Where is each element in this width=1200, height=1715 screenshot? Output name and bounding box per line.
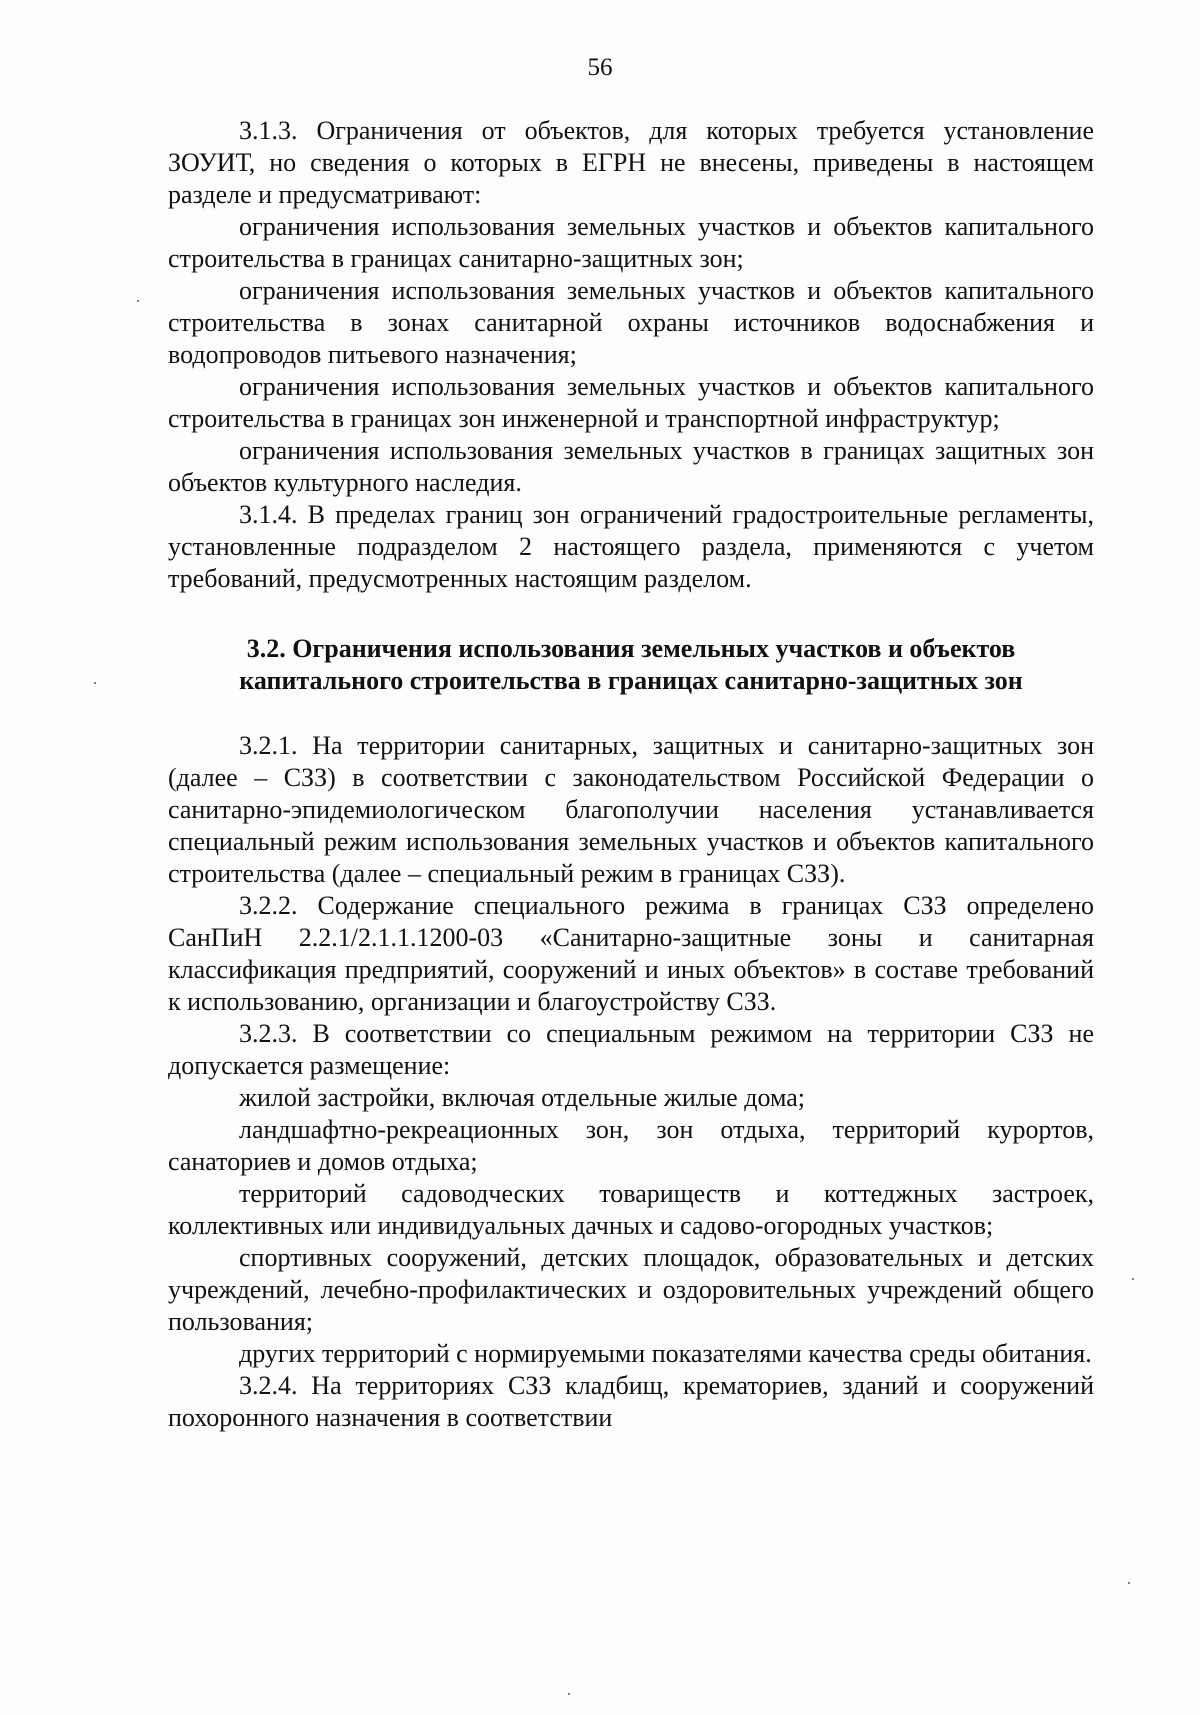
paragraph-3-2-3: 3.2.3. В соответствии со специальным режимом на территории СЗЗ не допускается размещение: <box>168 1019 1094 1080</box>
scan-speck <box>137 300 139 302</box>
list-item-sanitary-zones: ограничения использования земельных участков и объектов капитального строительства в границах санитарно-защитных зон; <box>168 212 1094 273</box>
scan-speck <box>1132 1278 1134 1280</box>
section-heading <box>168 633 1094 697</box>
list-item-cultural-heritage-zones: ограничения использования земельных участков в границах защитных зон объектов культурного наследия. <box>168 436 1094 497</box>
paragraph-3-2-1: 3.2.1. На территории санитарных, защитных и санитарно-защитных зон (далее – СЗЗ) в соответствии с законодательством Российской Федерации о санитарно-эпидемиологическом благополучии населения устанавливается специальный режим использования земельных участков и объектов капитального строительства (далее – специальный режим в границах СЗЗ). <box>168 731 1094 888</box>
section-heading-line-2: капитального строительства в границах санитарно-защитных зон <box>239 666 1023 695</box>
list-item-residential: жилой застройки, включая отдельные жилые дома; <box>239 1083 805 1112</box>
paragraph-3-2-2: 3.2.2. Содержание специального режима в границах СЗЗ определено СанПиН 2.2.1/2.1.1.1200-03 «Санитарно-защитные зоны и санитарная классификация предприятий, сооружений и иных объектов» в составе требований к использованию, организации и благоустройству СЗЗ. <box>168 891 1094 1016</box>
list-item-sports-facilities: спортивных сооружений, детских площадок, образовательных и детских учреждений, лечебно-профилактических и оздоровительных учреждений общего пользования; <box>168 1243 1094 1336</box>
paragraph-3-1-4: 3.1.4. В пределах границ зон ограничений градостроительные регламенты, установленные подразделом 2 настоящего раздела, применяются с учетом требований, предусмотренных настоящим разделом. <box>168 500 1094 593</box>
scan-speck <box>94 682 96 684</box>
section-heading-line-1: 3.2. Ограничения использования земельных участков и объектов <box>246 634 1016 663</box>
paragraph-3-2-4: 3.2.4. На территориях СЗЗ кладбищ, крематориев, зданий и сооружений похоронного назначения в соответствии <box>168 1371 1094 1432</box>
list-item-other-territories: других территорий с нормируемыми показателями качества среды обитания. <box>239 1339 1092 1368</box>
scan-speck <box>568 1693 570 1695</box>
paragraph-3-1-3: 3.1.3. Ограничения от объектов, для которых требуется установление ЗОУИТ, но сведения о которых в ЕГРН не внесены, приведены в настоящем разделе и предусматривают: <box>168 116 1094 209</box>
list-item-infrastructure-zones: ограничения использования земельных участков и объектов капитального строительства в границах зон инженерной и транспортной инфраструктур; <box>168 372 1094 433</box>
scan-speck <box>1128 1582 1130 1584</box>
list-item-water-protection-zones: ограничения использования земельных участков и объектов капитального строительства в зонах санитарной охраны источников водоснабжения и водопроводов питьевого назначения; <box>168 276 1094 369</box>
list-item-garden-plots: территорий садоводческих товариществ и коттеджных застроек, коллективных или индивидуальных дачных и садово-огородных участков; <box>168 1179 1094 1240</box>
document-body <box>168 115 1094 1434</box>
list-item-recreational: ландшафтно-рекреационных зон, зон отдыха, территорий курортов, санаториев и домов отдыха; <box>168 1115 1094 1176</box>
page-number: 56 <box>587 54 613 81</box>
